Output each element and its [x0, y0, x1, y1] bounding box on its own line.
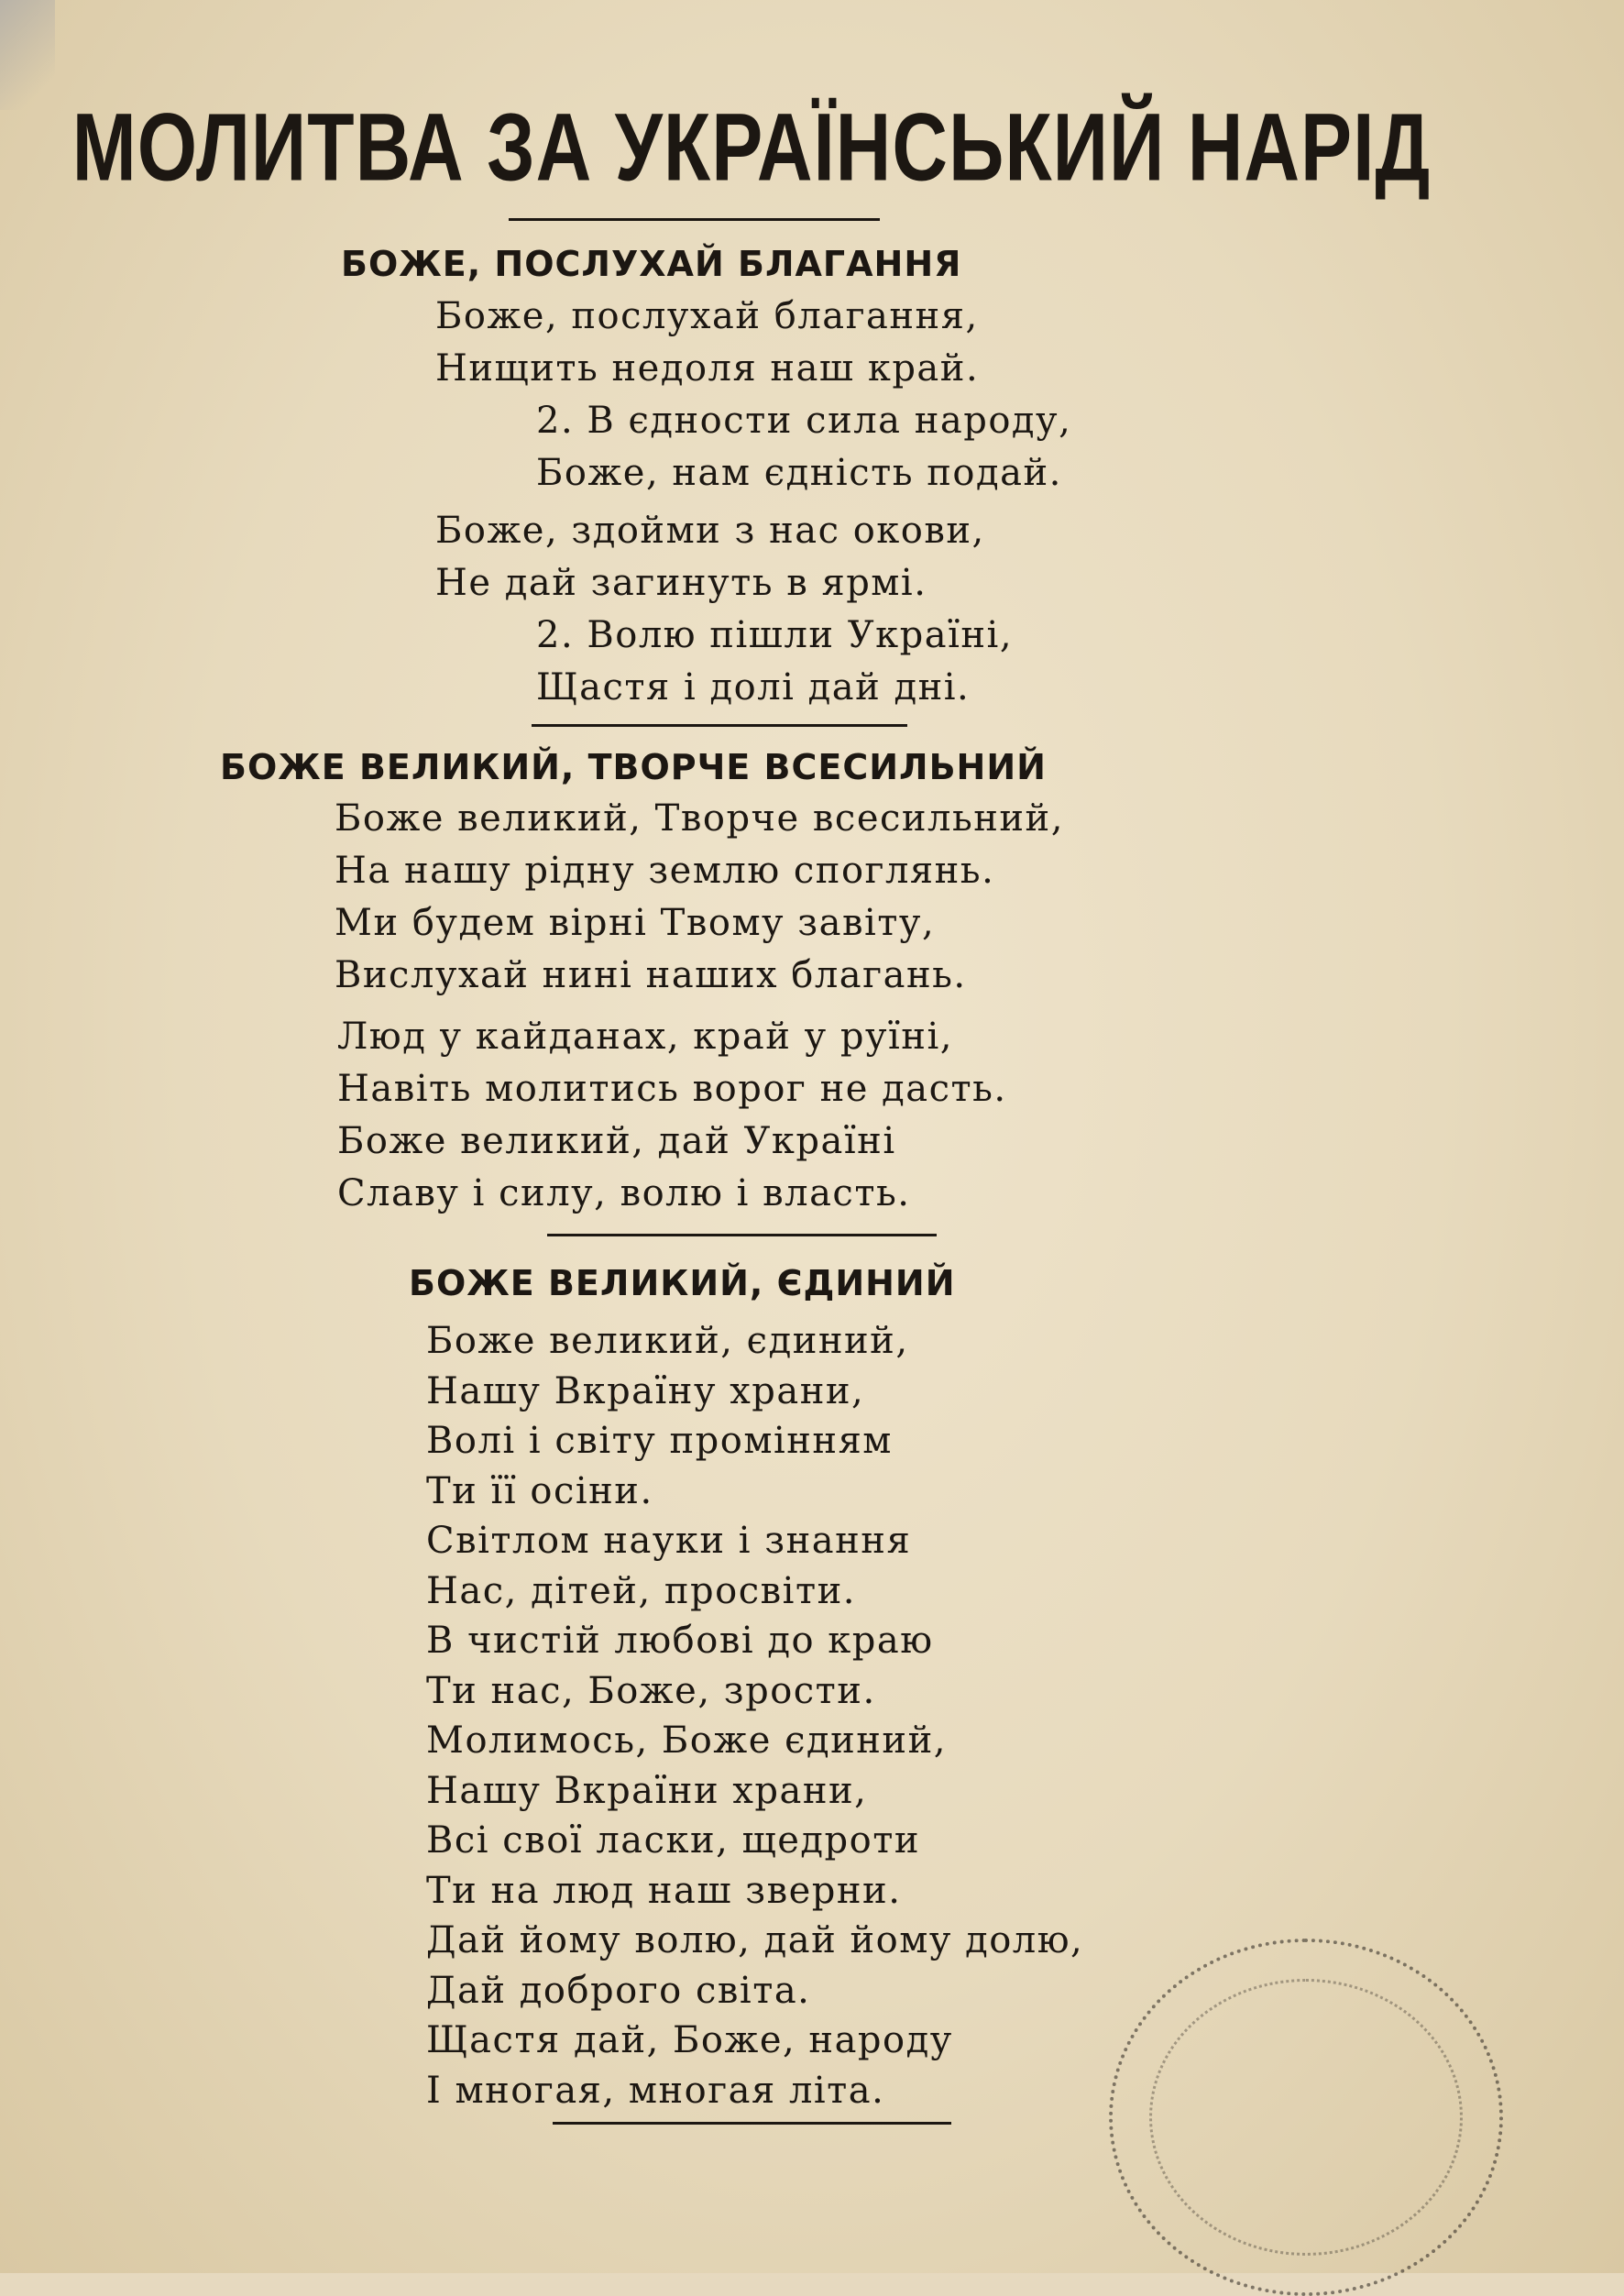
- verse-line: Нашу Вкраїну храни,: [426, 1369, 865, 1412]
- verse-line: Боже, здойми з нас окови,: [435, 510, 985, 552]
- verse-line: Славу і силу, волю і власть.: [337, 1172, 911, 1214]
- verse-line: Вислухай нині наших благань.: [335, 954, 967, 996]
- verse-line: Не дай загинуть в ярмі.: [435, 562, 927, 604]
- section-2-stanza-2: [337, 1011, 1007, 1220]
- verse-line: Нашу Вкраїни храни,: [426, 1769, 868, 1812]
- verse-line: 2. В єдности сила народу,: [536, 400, 1072, 442]
- divider-3: [547, 1234, 937, 1236]
- section-2-stanza-1: [335, 793, 1064, 1002]
- verse-line: Ти на люд наш зверни.: [426, 1869, 902, 1912]
- verse-line: Боже великий, єдиний,: [426, 1320, 909, 1362]
- verse-line: Боже, послухай благання,: [435, 295, 979, 337]
- verse-line: Молимось, Боже єдиний,: [426, 1719, 947, 1762]
- divider-1: [509, 218, 880, 221]
- verse-line: Дай йому волю, дай йому долю,: [426, 1919, 1084, 1961]
- verse-line: На нашу рідну землю споглянь.: [335, 850, 995, 892]
- verse-line: Волі і світу промінням: [426, 1420, 893, 1462]
- verse-line: Люд у кайданах, край у руїні,: [337, 1016, 953, 1058]
- verse-line: 2. Волю пішли Україні,: [536, 614, 1014, 656]
- verse-line: Всі свої ласки, щедроти: [426, 1819, 921, 1862]
- faded-stamp-inner-ring: [1149, 1979, 1463, 2256]
- section-3-heading: БОЖЕ ВЕЛИКИЙ, ЄДИНИЙ: [409, 1263, 956, 1303]
- divider-4: [553, 2122, 951, 2125]
- verse-line: Світлом науки і знання: [426, 1520, 912, 1562]
- page-title: МОЛИТВА ЗА УКРАЇНСЬКИЙ НАРІД: [71, 93, 1432, 201]
- verse-line: Боже великий, дай Україні: [337, 1120, 896, 1162]
- verse-line: Нас, дітей, просвіти.: [426, 1569, 856, 1612]
- section-1-stanza-2: [435, 505, 1013, 714]
- verse-line: Дай доброго світа.: [426, 1969, 811, 2012]
- verse-line: Навіть молитись ворог не дасть.: [337, 1068, 1007, 1110]
- section-1-heading: БОЖЕ, ПОСЛУХАЙ БЛАГАННЯ: [341, 244, 962, 284]
- verse-line: Ми будем вірні Твому завіту,: [335, 902, 936, 944]
- faded-stamp: [1109, 1939, 1503, 2296]
- verse-line: Боже великий, Творче всесильний,: [335, 797, 1064, 840]
- section-2-heading: БОЖЕ ВЕЛИКИЙ, ТВОРЧЕ ВСЕСИЛЬНИЙ: [220, 747, 1047, 787]
- verse-line: Боже, нам єдність подай.: [536, 452, 1062, 494]
- divider-2: [532, 724, 907, 727]
- section-1-stanza-1: [435, 291, 1071, 500]
- verse-line: І многая, многая літа.: [426, 2069, 885, 2112]
- verse-line: Щастя і долі дай дні.: [536, 666, 971, 709]
- verse-line: Ти її осіни.: [426, 1469, 653, 1512]
- verse-line: В чистій любові до краю: [426, 1620, 934, 1662]
- verse-line: Ти нас, Боже, зрости.: [426, 1669, 876, 1712]
- verse-line: Нищить недоля наш край.: [435, 347, 980, 390]
- section-3-stanza: [426, 1316, 1083, 2115]
- verse-line: Щастя дай, Боже, народу: [426, 2019, 953, 2061]
